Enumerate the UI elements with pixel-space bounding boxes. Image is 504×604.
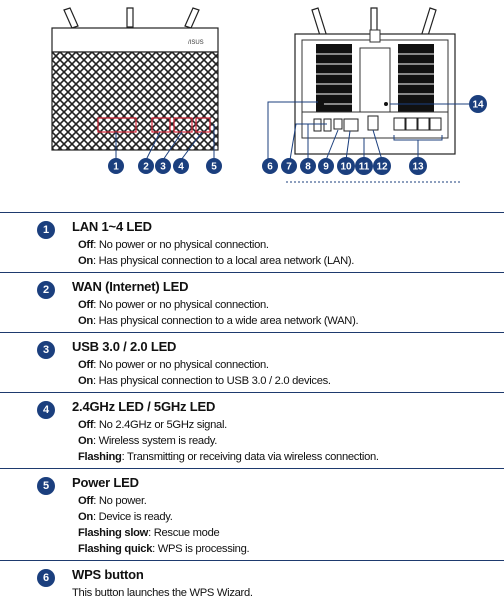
item-line: Flashing: Transmitting or receiving data via wireless connection. [78, 451, 379, 463]
item-line: On: Has physical connection to USB 3.0 / 2.0 devices. [78, 375, 331, 387]
left-vent [316, 44, 352, 122]
svg-text:3: 3 [160, 161, 166, 173]
item-title: USB 3.0 / 2.0 LED [72, 339, 177, 354]
item-line: Off: No 2.4GHz or 5GHz signal. [78, 419, 227, 431]
item-line: Off: No power or no physical connection. [78, 239, 269, 251]
router-back-view [268, 8, 470, 182]
svg-text:6: 6 [267, 161, 273, 173]
item-line: Off: No power or no physical connection. [78, 359, 269, 371]
item-description: This button launches the WPS Wizard. [72, 587, 253, 599]
item-power-led [0, 468, 504, 560]
svg-text:10: 10 [340, 161, 352, 173]
brand-logo: /ISUS [188, 40, 204, 46]
svg-text:9: 9 [323, 161, 329, 173]
item-line: Off: No power. [78, 495, 147, 507]
svg-text:13: 13 [412, 161, 424, 173]
item-title: 2.4GHz LED / 5GHz LED [72, 399, 216, 414]
svg-text:8: 8 [305, 161, 311, 173]
front-antennas [64, 8, 199, 28]
item-lan-led [0, 212, 504, 272]
item-wan-led [0, 272, 504, 332]
item-title: Power LED [72, 475, 139, 490]
item-title: LAN 1~4 LED [72, 219, 152, 234]
svg-text:5: 5 [211, 161, 217, 173]
item-title: WPS button [72, 567, 144, 582]
item-number-badge: 1 [37, 221, 55, 239]
svg-text:1: 1 [113, 161, 119, 173]
item-number-badge: 3 [37, 341, 55, 359]
item-line: On: Has physical connection to a wide area network (WAN). [78, 315, 359, 327]
item-line: On: Device is ready. [78, 511, 173, 523]
item-line: On: Has physical connection to a local area network (LAN). [78, 255, 355, 267]
router-front-view [52, 8, 218, 160]
item-number-badge: 6 [37, 569, 55, 587]
right-vent [398, 44, 434, 122]
router-diagram [0, 0, 504, 190]
svg-text:4: 4 [178, 161, 184, 173]
item-number-badge: 2 [37, 281, 55, 299]
item-wireless-led [0, 392, 504, 468]
svg-text:7: 7 [286, 161, 292, 173]
item-line: Flashing slow: Rescue mode [78, 527, 220, 539]
item-number-badge: 5 [37, 477, 55, 495]
item-usb-led [0, 332, 504, 392]
item-line: Off: No power or no physical connection. [78, 299, 269, 311]
svg-text:12: 12 [376, 161, 388, 173]
led-legend [0, 212, 504, 604]
item-title: WAN (Internet) LED [72, 279, 189, 294]
front-callout-badges [108, 158, 222, 174]
svg-text:2: 2 [143, 161, 149, 173]
svg-text:14: 14 [472, 99, 484, 111]
item-number-badge: 4 [37, 401, 55, 419]
item-line: Flashing quick: WPS is processing. [78, 543, 250, 555]
svg-text:11: 11 [358, 161, 370, 173]
item-wps-button [0, 560, 504, 604]
item-line: On: Wireless system is ready. [78, 435, 218, 447]
